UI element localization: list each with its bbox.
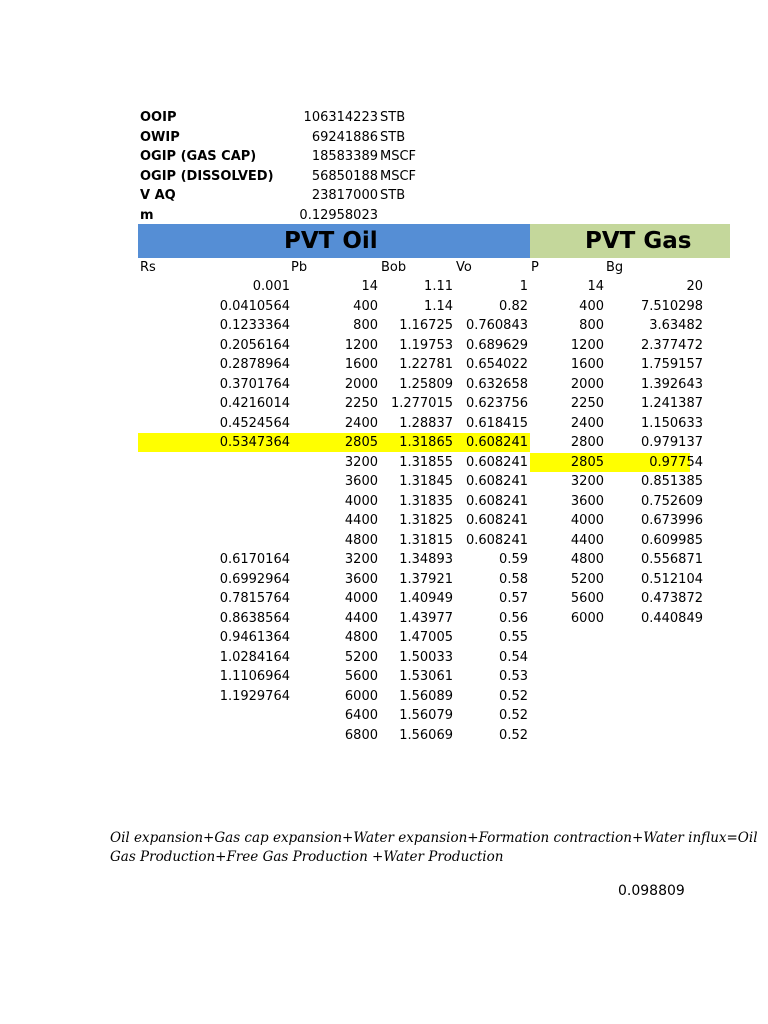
cell-rs: 0.1233364 — [219, 318, 290, 333]
result-value: 0.098809 — [618, 883, 685, 899]
cell-p: 2805 — [570, 454, 604, 470]
summary-value: 69241886 — [311, 129, 378, 145]
cell-p: 2250 — [570, 396, 604, 411]
cell-pb: 14 — [361, 279, 378, 294]
cell-bg: 0.556871 — [640, 552, 703, 567]
cell-bg: 0.97754 — [649, 454, 703, 470]
cell-p: 800 — [579, 318, 604, 333]
cell-rs: 0.3701764 — [219, 376, 290, 392]
summary-unit: STB — [380, 129, 406, 145]
cell-vo: 0.53 — [499, 669, 528, 684]
col-header-pb: Pb — [291, 260, 308, 275]
cell-vo: 0.56 — [499, 610, 528, 626]
cell-bg: 0.609985 — [640, 532, 703, 548]
cell-bg: 0.512104 — [640, 571, 703, 587]
cell-p: 3600 — [570, 493, 604, 509]
cell-p: 4800 — [570, 552, 604, 567]
cell-bg: 20 — [686, 279, 703, 294]
cell-pb: 800 — [353, 318, 378, 333]
cell-bob: 1.11 — [424, 279, 453, 294]
cell-bg: 0.979137 — [640, 435, 703, 450]
cell-p: 3200 — [570, 474, 604, 489]
cell-bob: 1.40949 — [399, 591, 453, 606]
cell-bob: 1.53061 — [399, 669, 453, 684]
cell-vo: 0.54 — [499, 649, 528, 665]
cell-bob: 1.56089 — [399, 688, 453, 704]
cell-p: 2000 — [570, 376, 604, 392]
summary-label: OOIP — [140, 110, 177, 125]
cell-rs: 0.4216014 — [219, 396, 290, 411]
summary-label: OGIP (DISSOLVED) — [140, 168, 274, 184]
pvt-gas-header — [530, 224, 730, 258]
cell-pb: 3600 — [344, 474, 378, 489]
cell-vo: 0.654022 — [465, 357, 528, 372]
cell-vo: 0.632658 — [465, 376, 528, 392]
cell-vo: 0.689629 — [465, 337, 528, 353]
cell-pb: 1200 — [344, 337, 378, 353]
cell-rs: 0.6170164 — [219, 552, 290, 567]
cell-pb: 4000 — [344, 493, 378, 509]
cell-bg: 1.392643 — [640, 376, 703, 392]
cell-pb: 400 — [353, 298, 378, 314]
summary-value: 0.12958023 — [299, 207, 378, 223]
cell-bob: 1.14 — [424, 298, 453, 314]
equation-line-1: Oil expansion+Gas cap expansion+Water expansion+Formation contraction+Water influx=Oil — [110, 830, 758, 846]
cell-rs: 0.5347364 — [219, 435, 290, 450]
summary-unit: STB — [380, 110, 406, 125]
cell-bob: 1.56079 — [399, 708, 453, 723]
cell-p: 2800 — [570, 435, 604, 450]
cell-rs — [180, 492, 290, 511]
summary-unit: STB — [380, 188, 406, 203]
summary-unit: MSCF — [380, 168, 417, 184]
cell-rs: 0.7815764 — [219, 591, 290, 606]
cell-rs — [180, 726, 290, 745]
cell-rs — [180, 472, 290, 491]
cell-p: 4000 — [570, 513, 604, 528]
pvt-oil-title: PVT Oil — [284, 228, 378, 254]
cell-rs: 0.8638564 — [219, 610, 290, 626]
cell-pb: 2000 — [344, 376, 378, 392]
cell-pb: 6800 — [344, 727, 378, 743]
cell-vo: 0.618415 — [465, 415, 528, 431]
cell-bg: 0.752609 — [640, 493, 703, 509]
cell-bob: 1.31825 — [399, 513, 453, 528]
cell-rs — [180, 453, 290, 472]
cell-rs: 0.2056164 — [219, 337, 290, 353]
cell-p: 2400 — [570, 415, 604, 431]
cell-pb: 3600 — [344, 571, 378, 587]
cell-p: 14 — [587, 279, 604, 294]
cell-pb: 5200 — [344, 649, 378, 665]
summary-label: V AQ — [140, 188, 176, 203]
cell-vo: 0.82 — [499, 298, 528, 314]
summary-label: m — [140, 207, 154, 223]
cell-vo: 1 — [519, 279, 528, 294]
cell-pb: 3200 — [344, 552, 378, 567]
cell-rs: 0.4524564 — [219, 415, 290, 431]
pvt-gas-title: PVT Gas — [585, 228, 692, 254]
cell-rs: 1.0284164 — [219, 649, 290, 665]
cell-p: 4400 — [570, 532, 604, 548]
cell-bg: 1.759157 — [640, 357, 703, 372]
cell-pb: 4800 — [344, 532, 378, 548]
cell-bob: 1.16725 — [399, 318, 453, 333]
cell-bob: 1.31835 — [399, 493, 453, 509]
cell-vo: 0.623756 — [465, 396, 528, 411]
cell-bob: 1.277015 — [390, 396, 453, 411]
col-header-bob: Bob — [381, 260, 407, 275]
cell-bob: 1.31855 — [399, 454, 453, 470]
summary-unit: MSCF — [380, 149, 417, 164]
cell-pb: 1600 — [344, 357, 378, 372]
col-header-vo: Vo — [456, 260, 472, 275]
cell-rs: 0.001 — [252, 279, 290, 294]
cell-vo: 0.760843 — [465, 318, 528, 333]
cell-vo: 0.608241 — [465, 532, 528, 548]
cell-bg: 1.241387 — [640, 396, 703, 411]
cell-p: 1600 — [570, 357, 604, 372]
cell-vo: 0.55 — [499, 630, 528, 645]
cell-rs: 0.2878964 — [219, 357, 290, 372]
cell-p: 6000 — [570, 610, 604, 626]
cell-bob: 1.37921 — [399, 571, 453, 587]
cell-bob: 1.43977 — [399, 610, 453, 626]
equation-line-2: Gas Production+Free Gas Production +Water Production — [110, 849, 504, 865]
cell-pb: 3200 — [344, 454, 378, 470]
cell-rs: 0.6992964 — [219, 571, 290, 587]
cell-bob: 1.19753 — [399, 337, 453, 353]
cell-bob: 1.56069 — [399, 727, 453, 743]
cell-rs — [180, 706, 290, 725]
cell-bg: 0.440849 — [640, 610, 703, 626]
cell-vo: 0.57 — [499, 591, 528, 606]
summary-label: OGIP (GAS CAP) — [140, 149, 257, 164]
cell-pb: 4400 — [344, 610, 378, 626]
cell-vo: 0.58 — [499, 571, 528, 587]
cell-p: 1200 — [570, 337, 604, 353]
cell-pb: 4400 — [344, 513, 378, 528]
cell-vo: 0.59 — [499, 552, 528, 567]
cell-rs: 1.1929764 — [219, 688, 290, 704]
cell-vo: 0.52 — [499, 688, 528, 704]
cell-bg: 0.673996 — [640, 513, 703, 528]
cell-vo: 0.608241 — [465, 454, 528, 470]
cell-pb: 2805 — [344, 435, 378, 450]
cell-bob: 1.25809 — [399, 376, 453, 392]
cell-vo: 0.608241 — [465, 435, 528, 450]
cell-pb: 2400 — [344, 415, 378, 431]
cell-pb: 5600 — [344, 669, 378, 684]
cell-vo: 0.608241 — [465, 474, 528, 489]
cell-rs: 1.1106964 — [219, 669, 290, 684]
cell-pb: 2250 — [344, 396, 378, 411]
cell-bg: 1.150633 — [640, 415, 703, 431]
cell-bob: 1.47005 — [399, 630, 453, 645]
cell-vo: 0.608241 — [465, 493, 528, 509]
col-header-p: P — [531, 260, 539, 275]
cell-bob: 1.28837 — [399, 415, 453, 431]
cell-bob: 1.50033 — [399, 649, 453, 665]
cell-bg: 0.851385 — [640, 474, 703, 489]
summary-value: 106314223 — [303, 110, 378, 125]
cell-rs: 0.9461364 — [219, 630, 290, 645]
pvt-oil-header — [138, 224, 530, 258]
cell-p: 5200 — [570, 571, 604, 587]
cell-rs — [180, 531, 290, 550]
cell-bob: 1.34893 — [399, 552, 453, 567]
cell-bg: 2.377472 — [640, 337, 703, 353]
summary-label: OWIP — [140, 129, 180, 145]
cell-p: 400 — [579, 298, 604, 314]
summary-value: 23817000 — [311, 188, 378, 203]
cell-bob: 1.31845 — [399, 474, 453, 489]
cell-pb: 6000 — [344, 688, 378, 704]
cell-pb: 6400 — [344, 708, 378, 723]
cell-rs: 0.0410564 — [219, 298, 290, 314]
cell-p: 5600 — [570, 591, 604, 606]
cell-vo: 0.608241 — [465, 513, 528, 528]
cell-bob: 1.31815 — [399, 532, 453, 548]
cell-rs — [180, 511, 290, 530]
cell-bob: 1.31865 — [399, 435, 453, 450]
summary-value: 18583389 — [311, 149, 378, 164]
cell-vo: 0.52 — [499, 727, 528, 743]
cell-pb: 4000 — [344, 591, 378, 606]
cell-pb: 4800 — [344, 630, 378, 645]
col-header-bg: Bg — [606, 260, 624, 275]
cell-bob: 1.22781 — [399, 357, 453, 372]
cell-bg: 0.473872 — [640, 591, 703, 606]
cell-bg: 3.63482 — [649, 318, 703, 333]
cell-vo: 0.52 — [499, 708, 528, 723]
summary-value: 56850188 — [311, 168, 378, 184]
col-header-rs: Rs — [140, 260, 156, 275]
cell-bg: 7.510298 — [640, 298, 703, 314]
